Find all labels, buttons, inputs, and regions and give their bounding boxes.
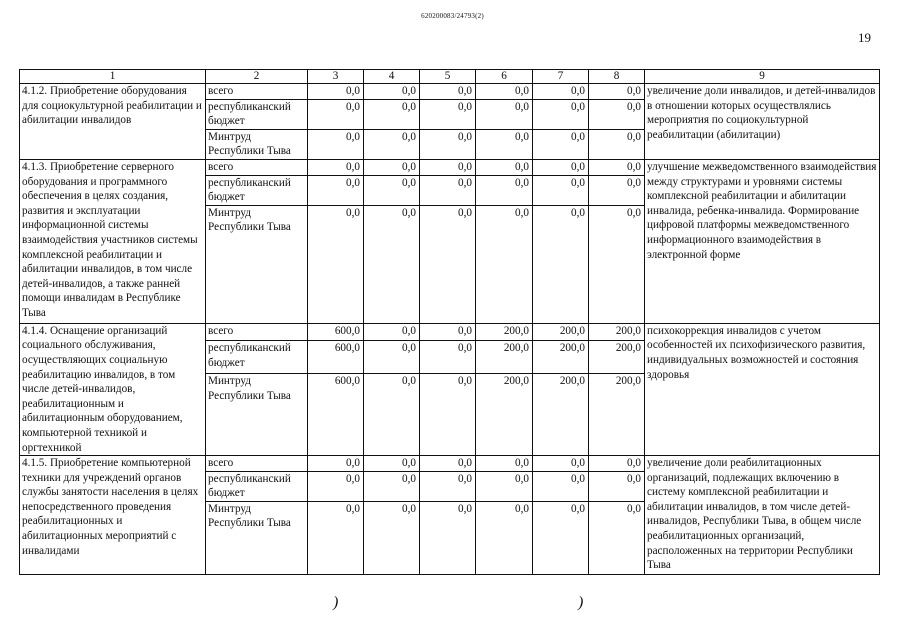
amount-cell: 0,0 [420,159,476,175]
header-cell: 6 [476,70,533,84]
amount-cell: 0,0 [308,99,364,129]
amount-cell: 200,0 [589,340,645,373]
funding-source: республиканский бюджет [206,175,308,205]
amount-cell: 0,0 [364,456,420,472]
handwritten-mark: ) [333,594,339,611]
amount-cell: 200,0 [476,323,533,340]
amount-cell: 0,0 [476,501,533,574]
expected-result: увеличение доли реабилитационных организаций, подлежащих включению в систему комплексной реабилитации и абилитации инвалидов, в том числе детей-инвалидов, Республики Тыва, в общем числе реабилитационных организаций, расположенных на территории Республики Тыва [645,456,880,575]
amount-cell: 0,0 [308,456,364,472]
amount-cell: 200,0 [589,374,645,456]
amount-cell: 0,0 [476,129,533,159]
amount-cell: 0,0 [476,99,533,129]
amount-cell: 0,0 [533,501,589,574]
amount-cell: 0,0 [476,159,533,175]
amount-cell: 0,0 [589,456,645,472]
amount-cell: 0,0 [420,175,476,205]
amount-cell: 200,0 [476,340,533,373]
amount-cell: 0,0 [476,175,533,205]
amount-cell: 0,0 [476,471,533,501]
header-cell: 4 [364,70,420,84]
amount-cell: 0,0 [589,175,645,205]
measure-title: 4.1.3. Приобретение серверного оборудования и программного обеспечения в целях создания, развития и эксплуатации информационной системы взаимодействия участников системы комплексной реабилитации и абилитации инвалидов, в том числе детей-инвалидов, а также ранней помощи инвалидам в Республике Тыва [20,159,206,323]
amount-cell: 200,0 [589,323,645,340]
funding-source: Минтруд Республики Тыва [206,374,308,456]
amount-cell: 0,0 [364,501,420,574]
amount-cell: 0,0 [420,340,476,373]
amount-cell: 0,0 [589,99,645,129]
funding-source: всего [206,323,308,340]
header-cell: 2 [206,70,308,84]
amount-cell: 200,0 [533,340,589,373]
document-id: 620200083/24793(2) [421,12,484,20]
amount-cell: 0,0 [308,84,364,100]
amount-cell: 0,0 [476,205,533,323]
amount-cell: 200,0 [476,374,533,456]
funding-source: республиканский бюджет [206,99,308,129]
funding-source: Минтруд Республики Тыва [206,129,308,159]
amount-cell: 0,0 [364,374,420,456]
amount-cell: 0,0 [420,323,476,340]
measure-title: 4.1.2. Приобретение оборудования для социокультурной реабилитации и абилитации инвалидов [20,84,206,160]
funding-source: республиканский бюджет [206,340,308,373]
funding-source: Минтруд Республики Тыва [206,501,308,574]
amount-cell: 0,0 [589,471,645,501]
amount-cell: 0,0 [420,205,476,323]
amount-cell: 600,0 [308,374,364,456]
funding-source: всего [206,456,308,472]
measure-title: 4.1.5. Приобретение компьютерной техники для учреждений органов службы занятости населения в целях непосредственного проведения реабилитационных и абилитационных мероприятий с инвалидами [20,456,206,575]
program-table [19,69,880,575]
expected-result: улучшение межведомственного взаимодействия между структурами и уровнями системы комплексной реабилитации и абилитации инвалида, ребенка-инвалида. Формирование цифровой платформы межведомственного информационного взаимодействия в электронной форме [645,159,880,323]
amount-cell: 0,0 [533,205,589,323]
measure-title: 4.1.4. Оснащение организаций социального обслуживания, осуществляющих социальную реабилитацию инвалидов, в том числе детей-инвалидов, реабилитационным и абилитационным оборудованием, компьютерной техникой и оргтехникой [20,323,206,455]
amount-cell: 0,0 [420,84,476,100]
funding-source: всего [206,159,308,175]
amount-cell: 0,0 [533,99,589,129]
amount-cell: 0,0 [589,205,645,323]
amount-cell: 0,0 [420,471,476,501]
amount-cell: 200,0 [533,323,589,340]
amount-cell: 0,0 [364,84,420,100]
table-row [20,159,880,175]
table-row [20,456,880,472]
handwritten-mark: ) [578,594,584,611]
amount-cell: 0,0 [420,99,476,129]
amount-cell: 0,0 [364,205,420,323]
header-cell: 9 [645,70,880,84]
amount-cell: 0,0 [364,340,420,373]
amount-cell: 0,0 [308,205,364,323]
amount-cell: 0,0 [420,129,476,159]
expected-result: увеличение доли инвалидов, и детей-инвалидов в отношении которых осуществлялись мероприятия по социокультурной реабилитации (абилитации) [645,84,880,160]
amount-cell: 0,0 [308,501,364,574]
amount-cell: 0,0 [364,159,420,175]
amount-cell: 0,0 [533,471,589,501]
amount-cell: 0,0 [364,129,420,159]
page-number: 19 [858,30,871,45]
header-cell: 5 [420,70,476,84]
amount-cell: 0,0 [533,84,589,100]
funding-source: республиканский бюджет [206,471,308,501]
amount-cell: 0,0 [420,374,476,456]
amount-cell: 0,0 [364,99,420,129]
amount-cell: 0,0 [308,159,364,175]
amount-cell: 0,0 [589,159,645,175]
expected-result: психокоррекция инвалидов с учетом особенностей их психофизического развития, индивидуальных возможностей и состояния здоровья [645,323,880,455]
amount-cell: 0,0 [308,175,364,205]
amount-cell: 0,0 [476,84,533,100]
table-row [20,84,880,100]
header-cell: 1 [20,70,206,84]
table-row [20,323,880,340]
amount-cell: 0,0 [589,84,645,100]
amount-cell: 0,0 [364,323,420,340]
header-cell: 7 [533,70,589,84]
amount-cell: 0,0 [589,501,645,574]
amount-cell: 0,0 [364,471,420,501]
amount-cell: 0,0 [364,175,420,205]
amount-cell: 0,0 [308,129,364,159]
amount-cell: 200,0 [533,374,589,456]
header-cell: 3 [308,70,364,84]
amount-cell: 600,0 [308,323,364,340]
amount-cell: 0,0 [420,501,476,574]
amount-cell: 0,0 [589,129,645,159]
header-row [20,70,880,84]
amount-cell: 0,0 [533,159,589,175]
amount-cell: 0,0 [533,456,589,472]
header-cell: 8 [589,70,645,84]
amount-cell: 0,0 [420,456,476,472]
amount-cell: 0,0 [308,471,364,501]
amount-cell: 0,0 [476,456,533,472]
amount-cell: 600,0 [308,340,364,373]
funding-source: всего [206,84,308,100]
amount-cell: 0,0 [533,129,589,159]
funding-source: Минтруд Республики Тыва [206,205,308,323]
amount-cell: 0,0 [533,175,589,205]
